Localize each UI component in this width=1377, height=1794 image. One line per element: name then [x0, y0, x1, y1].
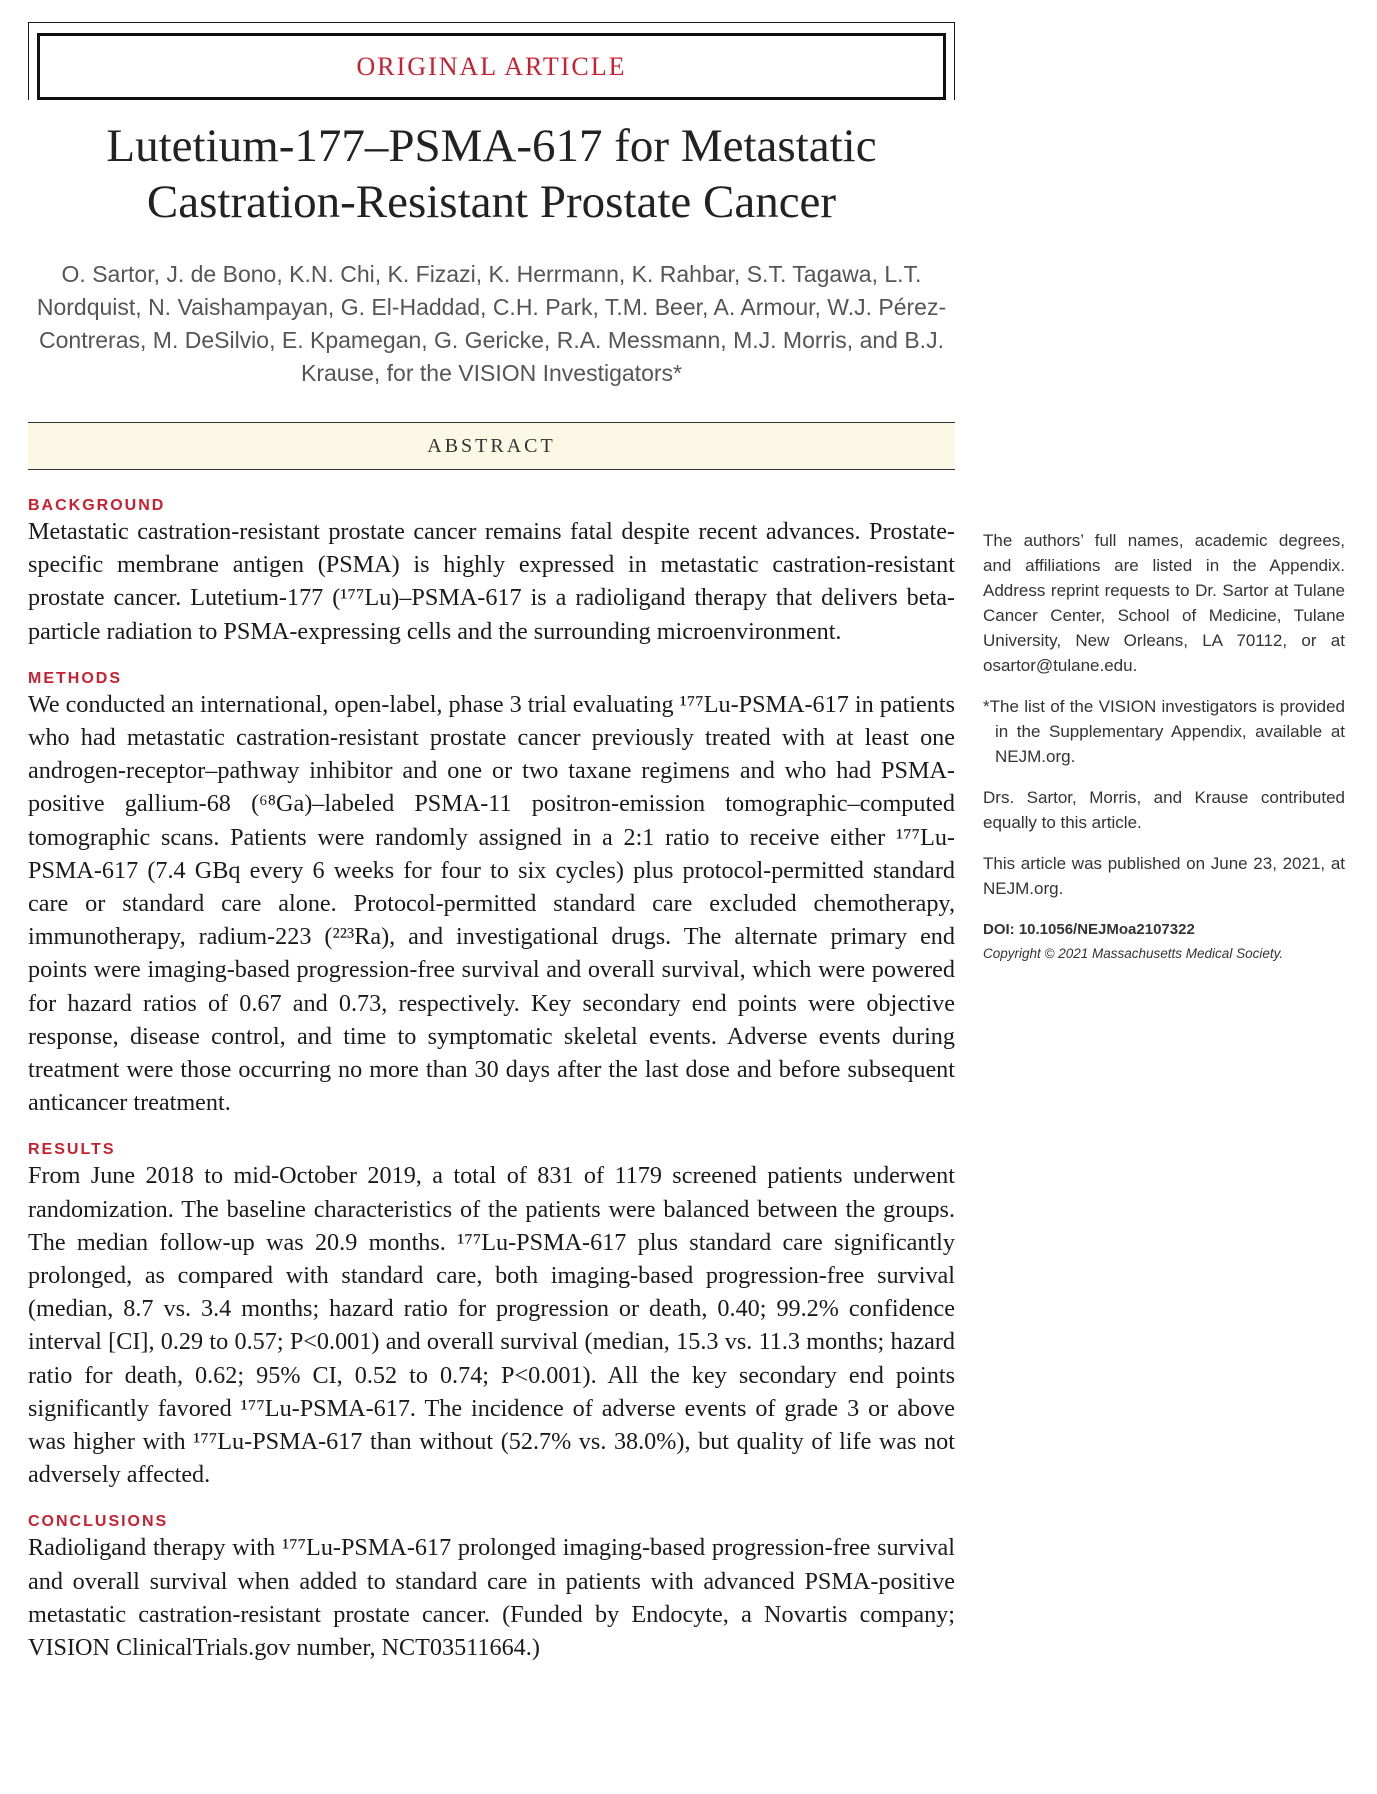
affiliations-note: The authors’ full names, academic degrees, and affiliations are listed in the Appendix. Address reprint requests to Dr. Sartor at Tulane Cancer Center, School of Medicine, Tulane University, New Orleans, LA 70112, or at osartor@tulane.edu.: [983, 531, 1345, 675]
investigators-note: *The list of the VISION investigators is provided in the Supplementary Appendix, available at NEJM.org.: [983, 697, 1345, 766]
section-methods: [28, 670, 955, 1120]
section-text: Metastatic castration-resistant prostate cancer remains fatal despite recent advances. Prostate-specific membrane antigen (PSMA) is highly expressed in metastatic castration-resistant prostate cancer. Lutetium-177 (¹⁷⁷Lu)–PSMA-617 is a radioligand therapy that delivers beta-particle radiation to PSMA-expressing cells and the surrounding microenvironment.: [28, 518, 955, 645]
publication-note: This article was published on June 23, 2021, at NEJM.org.: [983, 854, 1345, 898]
section-heading: METHODS: [28, 669, 122, 687]
sidebar-notes: [983, 528, 1345, 980]
article-type-box: [37, 33, 946, 100]
section-heading: BACKGROUND: [28, 497, 166, 514]
doi-label: DOI: 10.1056/NEJMoa2107322: [983, 921, 1195, 938]
section-results: [28, 1141, 955, 1491]
abstract-label: ABSTRACT: [427, 434, 556, 457]
article-title: Lutetium-177–PSMA-617 for Metastatic Castration-Resistant Prostate Cancer: [106, 120, 877, 228]
section-heading: CONCLUSIONS: [28, 1513, 169, 1531]
section-conclusions: [28, 1513, 955, 1664]
contribution-note: Drs. Sartor, Morris, and Krause contributed equally to this article.: [983, 788, 1345, 832]
section-text: Radioligand therapy with ¹⁷⁷Lu-PSMA-617 prolonged imaging-based progression-free survival and overall survival when added to standard care in patients with advanced PSMA-positive metastatic castration-resistant prostate cancer. (Funded by Endocyte, a Novartis company; VISION ClinicalTrials.gov number, NCT03511664.): [28, 1534, 955, 1662]
article-type-label: ORIGINAL ARTICLE: [356, 51, 627, 81]
section-text: From June 2018 to mid-October 2019, a total of 831 of 1179 screened patients underwent randomization. The baseline characteristics of the patients were balanced between the groups. The median follow-up was 20.9 months. ¹⁷⁷Lu-PSMA-617 plus standard care significantly prolonged, as compared with standard care, both imaging-based progression-free survival (median, 8.7 vs. 3.4 months; hazard ratio for progression or death, 0.40; 99.2% confidence interval [CI], 0.29 to 0.57; P<0.001) and overall survival (median, 15.3 vs. 11.3 months; hazard ratio for death, 0.62; 95% CI, 0.52 to 0.74; P<0.001). All the key secondary end points significantly favored ¹⁷⁷Lu-PSMA-617. The incidence of adverse events of grade 3 or above was higher with ¹⁷⁷Lu-PSMA-617 than without (52.7% vs. 38.0%), but quality of life was not adversely affected.: [28, 1162, 955, 1489]
section-background: [28, 497, 955, 648]
author-list: O. Sartor, J. de Bono, K.N. Chi, K. Fizazi, K. Herrmann, K. Rahbar, S.T. Tagawa, L.T. Nordquist, N. Vaishampayan, G. El-Haddad, C.H. Park, T.M. Beer, A. Armour, W.J. Pérez-Contreras, M. DeSilvio, E. Kpamegan, G. Gericke, R.A. Messmann, M.J. Morris, and B.J. Krause, for the VISION Investigators*: [36, 261, 947, 386]
section-heading: RESULTS: [28, 1141, 116, 1159]
copyright-line: Copyright © 2021 Massachusetts Medical Society.: [983, 946, 1284, 961]
abstract-header: [28, 422, 955, 470]
article-type-banner: [28, 22, 955, 100]
section-text: We conducted an international, open-label, phase 3 trial evaluating ¹⁷⁷Lu-PSMA-617 in patients who had metastatic castration-resistant prostate cancer previously treated with at least one androgen-receptor–pathway inhibitor and one or two taxane regimens and who had PSMA-positive gallium-68 (⁶⁸Ga)–labeled PSMA-11 positron-emission tomographic–computed tomographic scans. Patients were randomly assigned in a 2:1 ratio to receive either ¹⁷⁷Lu-PSMA-617 (7.4 GBq every 6 weeks for four to six cycles) plus protocol-permitted standard care or standard care alone. Protocol-permitted standard care excluded chemotherapy, immunotherapy, radium-223 (²²³Ra), and investigational drugs. The alternate primary end points were imaging-based progression-free survival and overall survival, which were powered for hazard ratios of 0.67 and 0.73, respectively. Key secondary end points were objective response, disease control, and time to symptomatic skeletal events. Adverse events during treatment were those occurring no more than 30 days after the last dose and before subsequent anticancer treatment.: [28, 690, 955, 1117]
abstract-body: [28, 497, 955, 1686]
